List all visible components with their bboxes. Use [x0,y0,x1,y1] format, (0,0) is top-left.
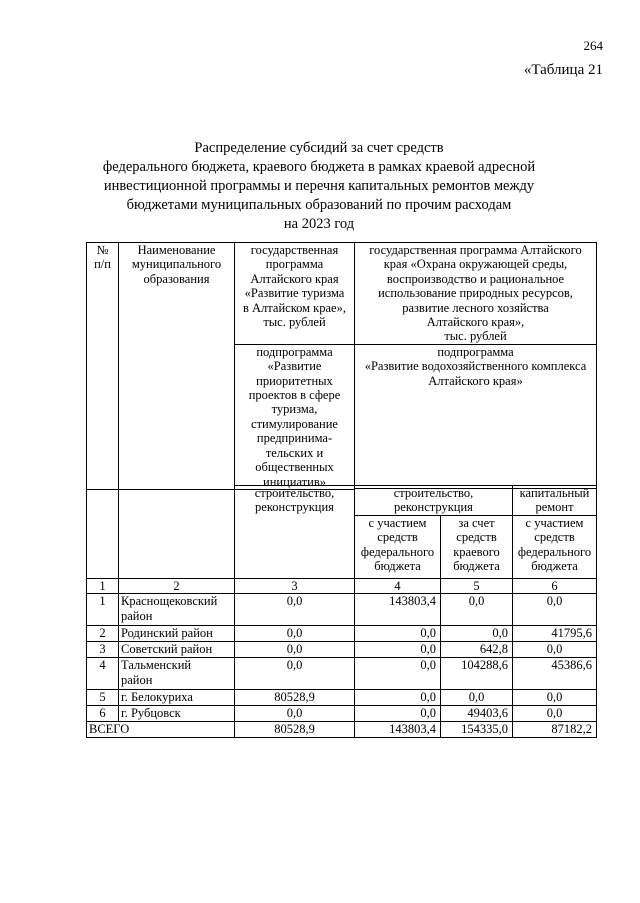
header-text: капитальный [519,486,590,500]
subsidy-table-body [86,485,597,738]
header-text: государственная [250,243,339,257]
value-water-federal: 0,0 [355,626,441,642]
total-capital-repair: 87182,2 [513,722,597,738]
table-label: «Таблица 21 [523,62,603,78]
header-text: приоритетных [256,373,333,388]
municipality-name [119,642,235,658]
header-text: туризма, [271,402,318,417]
row-number: 5 [87,690,119,706]
name-line: район [121,672,153,687]
row-number: 1 [87,594,119,626]
page-number: 264 [583,38,603,53]
header-text: программа [265,257,324,272]
municipality-name [119,706,235,722]
header-text: государственная программа Алтайского [369,243,582,257]
value-water-federal: 0,0 [355,706,441,722]
header-text: воспроизводство и рациональное [386,271,565,286]
header-program-environment [355,243,597,345]
value-water-federal: 143803,4 [355,594,441,626]
value-capital-repair: 45386,6 [513,658,597,690]
column-number: 2 [119,578,235,593]
column-number: 4 [355,578,441,593]
name-line: г. Белокуриха [121,690,193,705]
header-text: образования [143,271,210,286]
header-text: за счет [458,515,495,530]
value-water-regional: 104288,6 [441,658,513,690]
header-text: «Развитие туризма [244,286,345,301]
header-text: п/п [94,257,111,272]
header-text: бюджета [453,559,500,574]
header-regional-budget [441,515,513,578]
header-text: с участием [368,515,427,530]
municipality-name [119,626,235,642]
header-capital-repair [513,486,597,516]
header-text: федерального [360,544,435,559]
header-text: реконструкция [394,500,473,515]
table-row [87,642,597,658]
header-program-tourism [235,243,355,345]
title-line: инвестиционной программы и перечня капитальных ремонтов между [103,178,535,194]
header-text: проектов в сфере [248,388,341,403]
table-row [87,706,597,722]
row-number: 6 [87,706,119,722]
header-text: № [96,243,109,257]
municipality-name [119,690,235,706]
header-text: Алтайского края», [426,315,525,330]
column-number-row [87,578,597,593]
document-title [80,139,558,234]
value-tourism-construction: 0,0 [235,594,355,626]
header-text: с участием [525,515,584,530]
total-water-federal: 143803,4 [355,722,441,738]
header-text: тельских и [265,445,324,460]
header-text: краевого [453,544,500,559]
row-number: 4 [87,658,119,690]
header-subprogram-water [355,344,597,488]
title-line: на 2023 год [283,216,355,232]
title-line: федерального бюджета, краевого бюджета в рамках краевой адресной [102,159,536,175]
header-text: реконструкция [255,500,334,515]
value-capital-repair: 0,0 [513,642,597,658]
value-capital-repair: 0,0 [513,690,597,706]
header-subprogram-tourism [235,344,355,489]
value-water-regional: 642,8 [441,642,513,658]
municipality-name [119,658,235,690]
header-text: ремонт [535,500,574,515]
name-line: район [121,608,153,623]
header-text: подпрограмма [256,344,333,359]
header-text: стимулирование [251,416,338,431]
value-capital-repair: 41795,6 [513,626,597,642]
header-number-continued [87,486,119,579]
header-construction-water [355,486,513,516]
title-line: бюджетами муниципальных образований по прочим расходам [126,197,512,213]
header-text: развитие лесного хозяйства [402,300,549,315]
header-text: Алтайского края [250,271,339,286]
header-text: «Развитие водохозяйственного комплекса [364,359,587,374]
name-line: Родинский район [121,626,213,641]
header-text: средств [534,530,575,545]
row-number: 3 [87,642,119,658]
value-tourism-construction: 0,0 [235,658,355,690]
title-line: Распределение субсидий за счет средств [194,140,444,156]
header-text: Наименование [137,243,216,257]
header-municipality-name [119,243,235,490]
header-text: инициатив» [263,474,326,489]
header-text: общественных [255,460,334,475]
total-water-regional: 154335,0 [441,722,513,738]
header-federal-participation [355,515,441,578]
value-tourism-construction: 80528,9 [235,690,355,706]
name-line: г. Рубцовск [121,706,181,721]
header-text: использование природных ресурсов, [378,286,573,301]
name-line: Советский район [121,642,213,657]
name-line: Краснощековский [121,594,218,609]
header-text: края «Охрана окружающей среды, [383,257,568,272]
total-label: ВСЕГО [87,722,235,738]
header-text: Алтайского края» [428,373,523,388]
header-text: строительство, [393,486,474,500]
table-row [87,594,597,626]
header-number [87,243,119,490]
header-text: в Алтайском крае», [243,300,346,315]
header-text: бюджета [531,559,578,574]
header-row-works [87,486,597,516]
subsidy-table [86,242,597,490]
value-water-federal: 0,0 [355,642,441,658]
value-water-regional: 49403,6 [441,706,513,722]
header-text: муниципального [131,257,222,272]
column-number: 1 [87,578,119,593]
header-name-continued [119,486,235,579]
value-capital-repair: 0,0 [513,706,597,722]
column-number: 5 [441,578,513,593]
header-text: «Развитие [267,359,322,374]
header-text: средств [456,530,497,545]
table-row [87,626,597,642]
header-text: средств [377,530,418,545]
column-number: 6 [513,578,597,593]
header-federal-participation-repair [513,515,597,578]
header-text: предпринима- [256,431,333,446]
value-water-federal: 0,0 [355,690,441,706]
municipality-name [119,594,235,626]
row-number: 2 [87,626,119,642]
total-tourism-construction: 80528,9 [235,722,355,738]
header-text: подпрограмма [437,344,514,359]
table-row [87,690,597,706]
value-tourism-construction: 0,0 [235,706,355,722]
column-number: 3 [235,578,355,593]
value-tourism-construction: 0,0 [235,626,355,642]
value-capital-repair: 0,0 [513,594,597,626]
value-water-regional: 0,0 [441,626,513,642]
value-water-regional: 0,0 [441,690,513,706]
header-text: тыс. рублей [263,315,326,330]
table-row [87,658,597,690]
header-row-programs [87,243,597,345]
value-water-federal: 0,0 [355,658,441,690]
header-construction-tourism [235,486,355,579]
header-text: тыс. рублей [444,329,507,344]
value-tourism-construction: 0,0 [235,642,355,658]
header-text: федерального [517,544,592,559]
name-line: Тальменский [121,658,192,673]
header-text: строительство, [254,486,335,500]
value-water-regional: 0,0 [441,594,513,626]
total-row [87,722,597,738]
header-text: бюджета [374,559,421,574]
